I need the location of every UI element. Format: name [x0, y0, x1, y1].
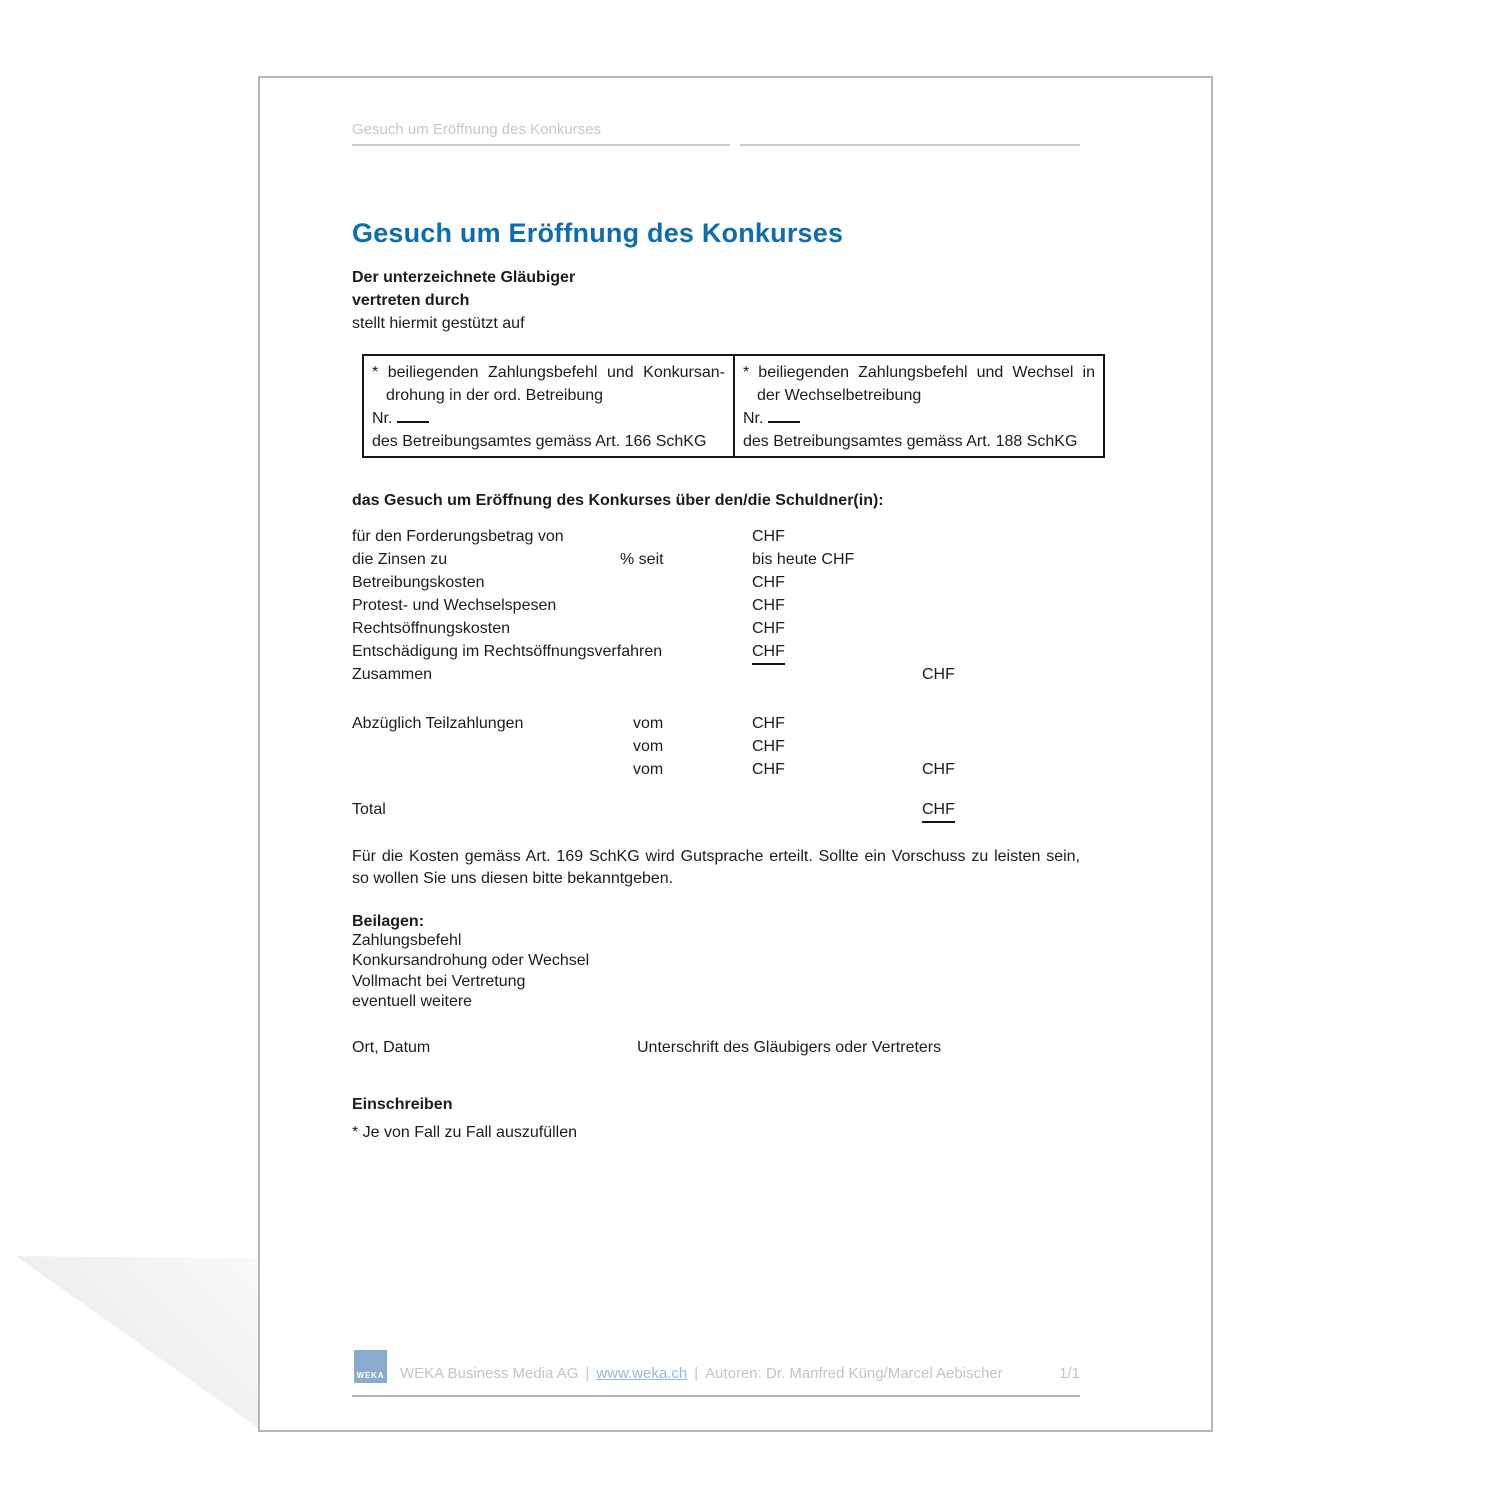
beilagen-heading: Beilagen:	[352, 913, 425, 930]
amount-label: Entschädigung im Rechtsöffnungsverfahren	[352, 643, 663, 660]
footer-separator: |	[585, 1365, 590, 1382]
total-label: Total	[352, 801, 386, 818]
option-right-nr-line	[743, 407, 1095, 430]
nr-blank-field[interactable]	[768, 408, 800, 423]
footer-line	[400, 1365, 1080, 1383]
amount-row-subtotal	[352, 663, 1080, 686]
einschreiben-label: Einschreiben	[352, 1096, 453, 1113]
beilagen-item: Konkursandrohung oder Wechsel	[352, 952, 590, 969]
amount-label: Zusammen	[352, 666, 433, 683]
chf-label: bis heute CHF	[752, 551, 855, 568]
header-rule	[352, 144, 1080, 146]
option-right-line2: der Wechselbetreibung	[757, 387, 922, 404]
signature-row	[352, 1036, 1080, 1059]
chf-label: CHF	[752, 738, 785, 755]
header-rule-left-segment	[352, 144, 730, 146]
deduction-row-1	[352, 712, 1080, 735]
amount-row-rechtsoeffnung-costs	[352, 617, 1080, 640]
option-cell-ordinary-proceeding	[364, 356, 735, 456]
intro-line-based-on: stellt hiermit gestützt auf	[352, 315, 525, 332]
vom-label: vom	[633, 761, 664, 778]
running-header: Gesuch um Eröffnung des Konkurses	[352, 121, 602, 138]
header-rule-gap	[730, 144, 740, 146]
signature-label: Unterschrift des Gläubigers oder Vertreters	[637, 1039, 942, 1056]
amount-label: Protest- und Wechselspesen	[352, 597, 557, 614]
deduction-label: Abzüglich Teilzahlungen	[352, 715, 524, 732]
page-stack-shadow-triangle	[16, 1256, 258, 1428]
footer-rule	[352, 1395, 1080, 1397]
document-page	[258, 76, 1213, 1432]
amount-label: für den Forderungsbetrag von	[352, 528, 564, 545]
nr-label: Nr.	[372, 410, 393, 427]
chf-label: CHF	[922, 666, 955, 683]
amount-row-interest	[352, 548, 1080, 571]
page-number: 1/1	[1059, 1365, 1080, 1382]
vom-label: vom	[633, 715, 664, 732]
chf-label-underlined: CHF	[752, 640, 785, 665]
beilagen-item: eventuell weitere	[352, 993, 473, 1010]
option-cell-bill-of-exchange-proceeding	[735, 356, 1103, 456]
vom-label: vom	[633, 738, 664, 755]
chf-label: CHF	[752, 528, 785, 545]
deduction-row-3	[352, 758, 1080, 781]
beilagen-item: Zahlungsbefehl	[352, 932, 462, 949]
intro-line-creditor: Der unterzeichnete Gläubiger	[352, 269, 576, 286]
deduction-row-2	[352, 735, 1080, 758]
place-date-label: Ort, Datum	[352, 1039, 431, 1056]
chf-label: CHF	[752, 715, 785, 732]
footer-weka-link[interactable]: www.weka.ch	[596, 1365, 688, 1382]
option-right-line1: * beiliegenden Zahlungsbefehl und Wechsel in	[743, 364, 1095, 381]
chf-label: CHF	[922, 761, 955, 778]
options-table	[362, 354, 1105, 458]
footer-authors: Autoren: Dr. Manfred Küng/Marcel Aebischer	[705, 1365, 1003, 1382]
beilagen-item: Vollmacht bei Vertretung	[352, 973, 526, 990]
amount-label: die Zinsen zu	[352, 551, 448, 568]
option-right-line4: des Betreibungsamtes gemäss Art. 188 SchKG	[743, 433, 1078, 450]
weka-logo-text: WEKA	[356, 1371, 385, 1380]
chf-label: CHF	[752, 761, 785, 778]
option-left-nr-line	[372, 407, 725, 430]
nr-blank-field[interactable]	[397, 408, 429, 423]
amount-row-compensation	[352, 640, 1080, 663]
option-left-line2: drohung in der ord. Betreibung	[386, 387, 604, 404]
nr-label: Nr.	[743, 410, 764, 427]
option-left-line4: des Betreibungsamtes gemäss Art. 166 SchKG	[372, 433, 707, 450]
asterisk-footnote: * Je von Fall zu Fall auszufüllen	[352, 1124, 577, 1141]
footer-company: WEKA Business Media AG	[400, 1365, 579, 1382]
amount-label: Betreibungskosten	[352, 574, 485, 591]
amount-label: Rechtsöffnungskosten	[352, 620, 511, 637]
total-chf-underlined: CHF	[922, 798, 955, 823]
page-title: Gesuch um Eröffnung des Konkurses	[352, 218, 844, 248]
cost-note-paragraph: Für die Kosten gemäss Art. 169 SchKG wird Gutsprache erteilt. Sollte ein Vorschuss zu leisten sein, so wollen Sie uns diesen bitte bekanntgeben.	[352, 848, 1080, 887]
chf-label: CHF	[752, 574, 785, 591]
request-heading: das Gesuch um Eröffnung des Konkurses über den/die Schuldner(in):	[352, 492, 884, 509]
amount-row-collection-costs	[352, 571, 1080, 594]
header-rule-right-segment	[740, 144, 1080, 146]
amount-row-claim	[352, 525, 1080, 548]
option-left-line1: * beiliegenden Zahlungsbefehl und Konkursan-	[372, 364, 725, 381]
percent-since-label: % seit	[620, 551, 664, 568]
weka-logo	[354, 1350, 387, 1383]
footer-separator: |	[694, 1365, 699, 1382]
intro-block	[352, 266, 1080, 335]
chf-label: CHF	[752, 620, 785, 637]
amount-row-protest-costs	[352, 594, 1080, 617]
total-row	[352, 798, 1080, 821]
chf-label: CHF	[752, 597, 785, 614]
intro-line-represented-by: vertreten durch	[352, 292, 470, 309]
